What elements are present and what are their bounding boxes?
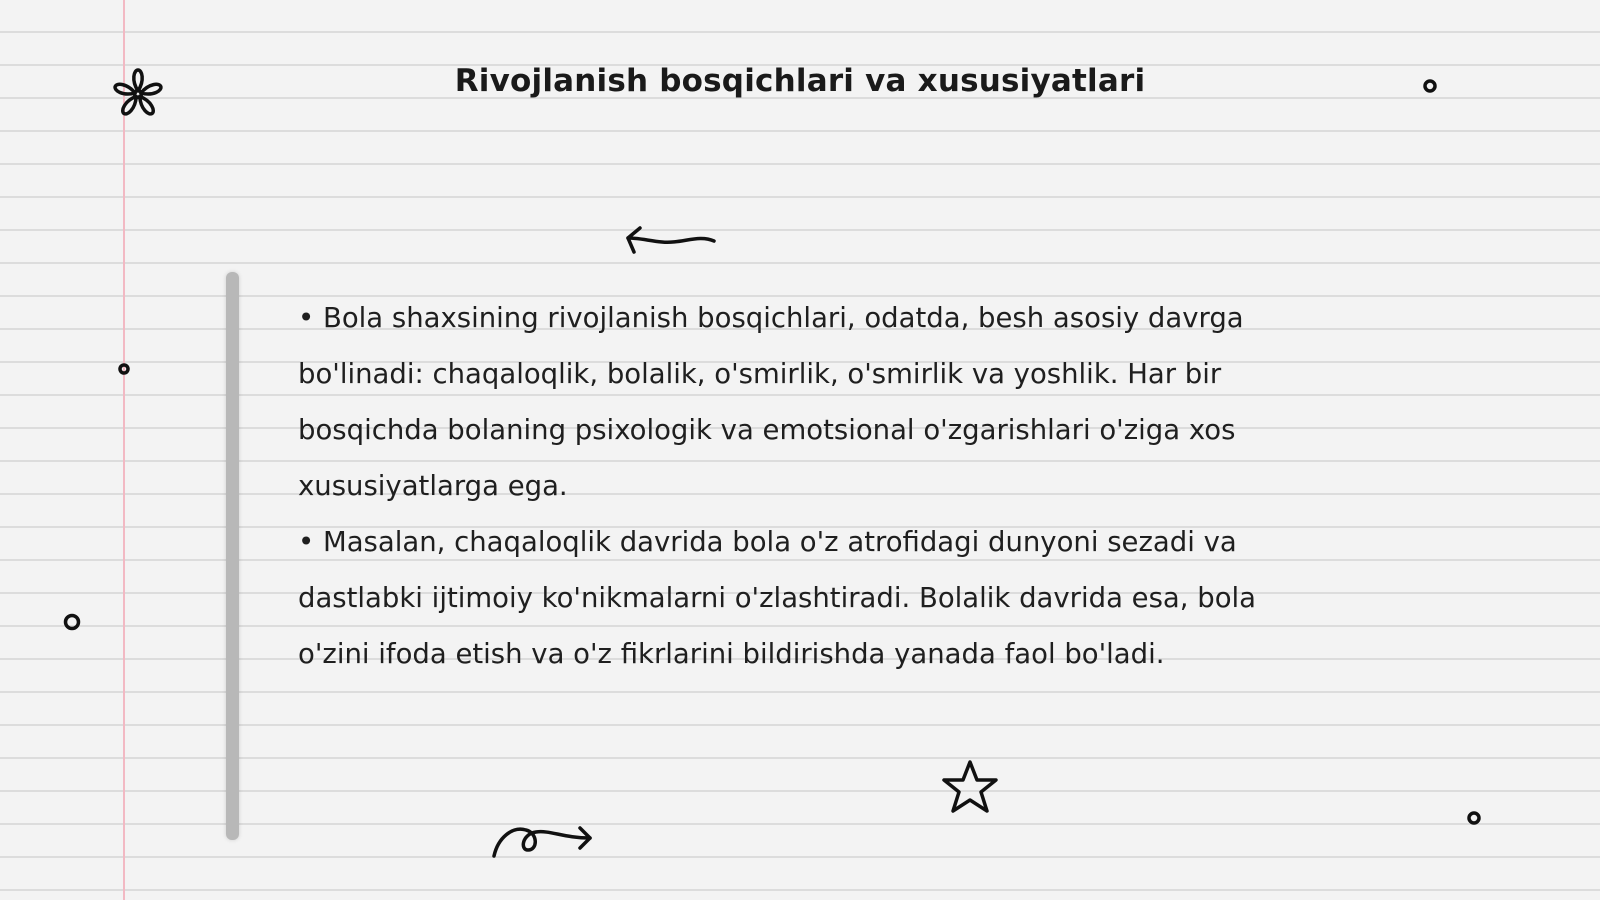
flower-icon [108, 64, 168, 124]
curly-arrow-right-icon [490, 818, 600, 866]
bullet-paragraph: • Masalan, chaqaloqlik davrida bola o'z atrofidagi dunyoni sezadi va dastlabki ijtimoiy ko'nikmalarni o'zlashtiradi. Bolalik davrida esa, bola o'zini ifoda etish va o'z fikrlarini bildirishda yanada faol bo'ladi. [298, 526, 1257, 670]
side-accent-bar [226, 272, 239, 840]
slide-body [298, 290, 1318, 682]
bullet-paragraph: • Bola shaxsining rivojlanish bosqichlari, odatda, besh asosiy davrga bo'linadi: chaqaloqlik, bolalik, o'smirlik, o'smirlik va yoshlik. Har bir bosqichda bolaning psixologik va emotsional o'zgarishlari o'ziga xos xususiyatlarga ega. [298, 302, 1244, 502]
notebook-margin-line [123, 0, 125, 900]
circle-icon [117, 362, 131, 376]
circle-icon [1422, 78, 1438, 94]
arrow-left-icon [620, 224, 720, 260]
circle-icon [1466, 810, 1482, 826]
star-icon [938, 758, 1002, 818]
slide-title: Rivojlanish bosqichlari va xususiyatlari [454, 63, 1146, 99]
circle-icon [62, 612, 82, 632]
